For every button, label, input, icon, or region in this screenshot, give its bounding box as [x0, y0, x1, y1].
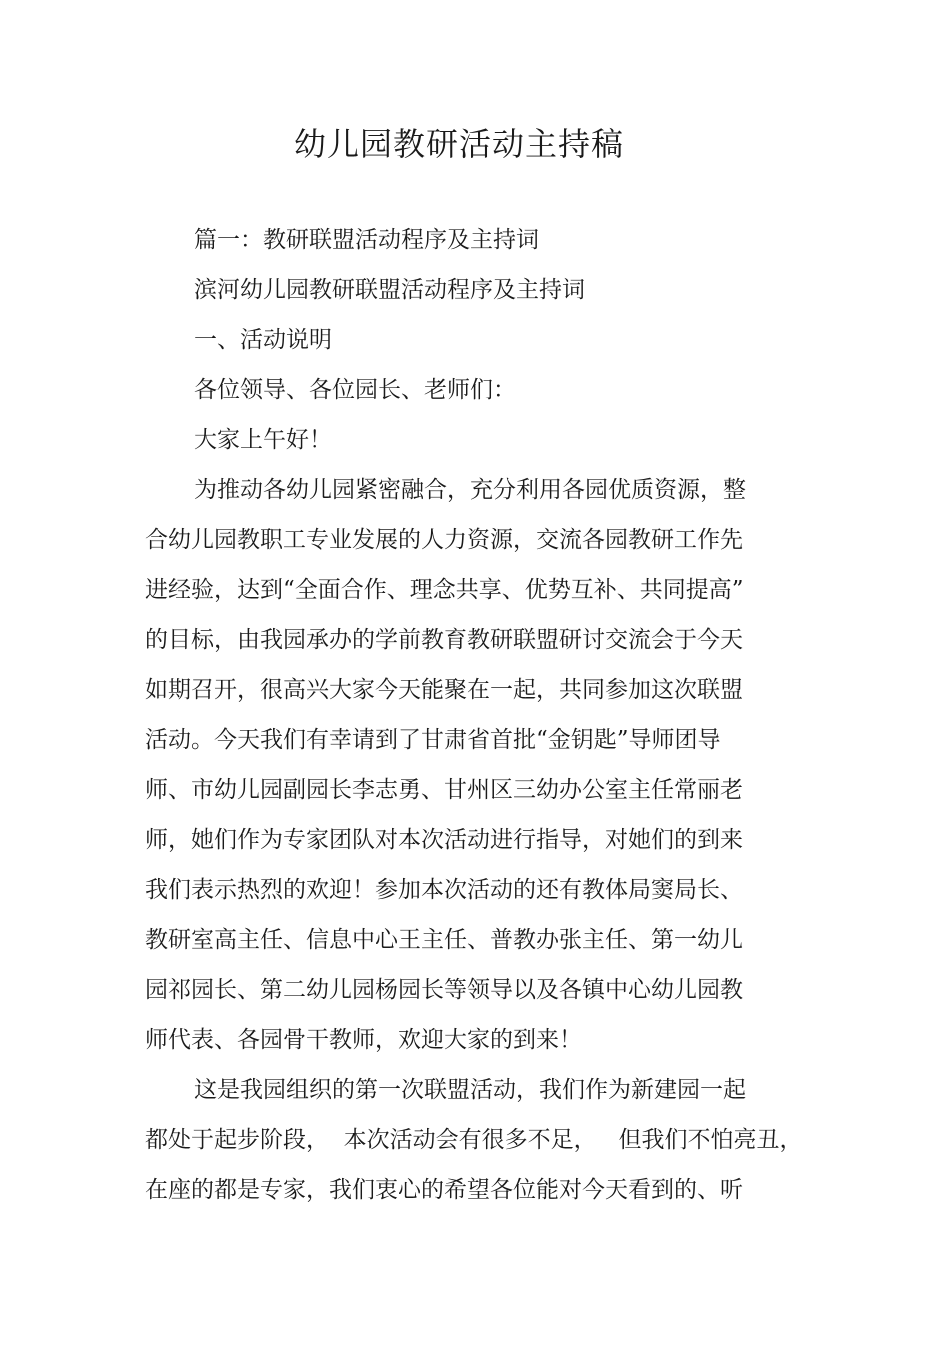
paragraph-line: 师代表、各园骨干教师，欢迎大家的到来！	[145, 1027, 582, 1053]
paragraph-line: 园祁园长、第二幼儿园杨园长等领导以及各镇中心幼儿园教	[145, 977, 743, 1003]
paragraph-line: 进经验，达到“全面合作、理念共享、优势互补、共同提高”	[145, 577, 744, 603]
paragraph-line: 为推动各幼儿园紧密融合，充分利用各园优质资源，整	[194, 477, 746, 503]
paragraph-line: 师、市幼儿园副园长李志勇、甘州区三幼办公室主任常丽老	[145, 777, 743, 803]
greeting-line: 大家上午好！	[194, 427, 332, 453]
salutation-line: 各位领导、各位园长、老师们：	[194, 377, 516, 403]
paragraph-line: 我们表示热烈的欢迎！参加本次活动的还有教体局窦局长、	[145, 877, 743, 903]
section-heading: 篇一：教研联盟活动程序及主持词	[194, 227, 539, 253]
paragraph-line: 都处于起步阶段， 本次活动会有很多不足， 但我们不怕亮丑，	[145, 1127, 803, 1153]
paragraph-line: 教研室高主任、信息中心王主任、普教办张主任、第一幼儿	[145, 927, 743, 953]
subtitle-line: 滨河幼儿园教研联盟活动程序及主持词	[194, 277, 585, 303]
paragraph-line: 如期召开，很高兴大家今天能聚在一起，共同参加这次联盟	[145, 677, 743, 703]
paragraph-line: 的目标，由我园承办的学前教育教研联盟研讨交流会于今天	[145, 627, 743, 653]
section-heading: 一、活动说明	[194, 327, 332, 353]
document-title: 幼儿园教研活动主持稿	[293, 125, 624, 163]
paragraph-line: 在座的都是专家，我们衷心的希望各位能对今天看到的、听	[145, 1177, 743, 1203]
paragraph-line: 这是我园组织的第一次联盟活动，我们作为新建园一起	[194, 1077, 746, 1103]
paragraph-line: 师，她们作为专家团队对本次活动进行指导，对她们的到来	[145, 827, 743, 853]
paragraph-line: 活动。今天我们有幸请到了甘肃省首批“金钥匙”导师团导	[145, 727, 721, 753]
paragraph-line: 合幼儿园教职工专业发展的人力资源，交流各园教研工作先	[145, 527, 743, 553]
